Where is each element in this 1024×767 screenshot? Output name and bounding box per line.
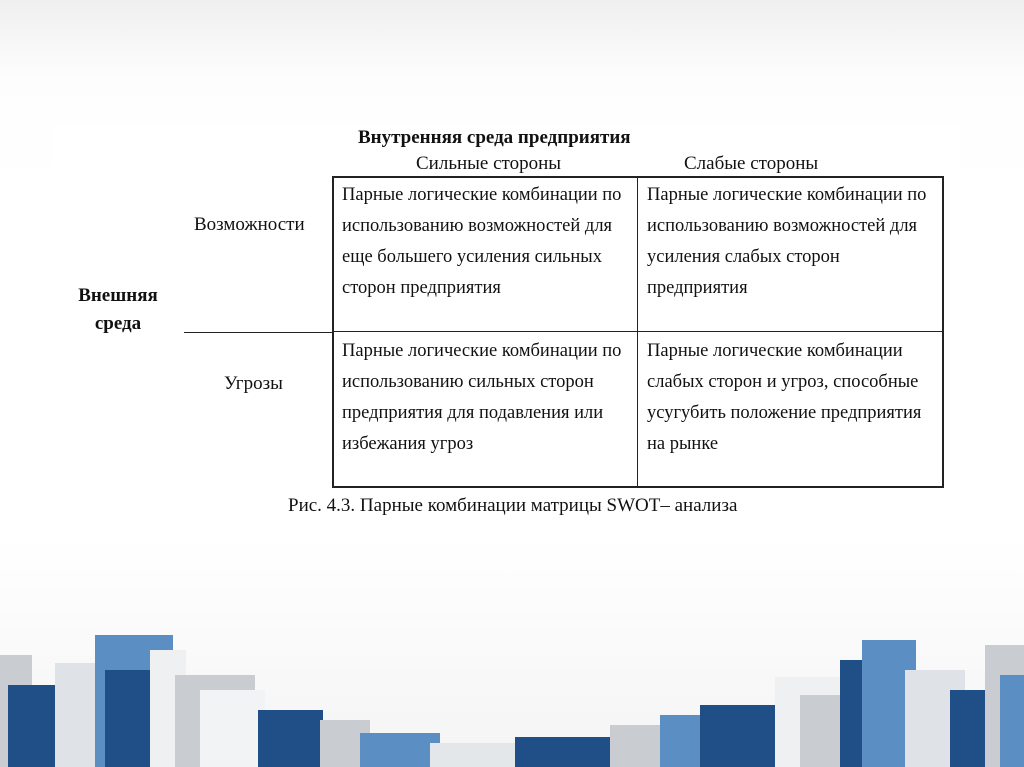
cell-strengths-threats: Парные логические комбинации по использованию сильных сторон предприятия для подавления или избежания угроз: [342, 341, 622, 454]
weaknesses-header: Слабые стороны: [684, 153, 819, 174]
building-block: [430, 743, 520, 767]
row-separator-line: [184, 332, 332, 333]
building-block: [8, 685, 63, 767]
cell-strengths-opportunities: Парные логические комбинации по использованию возможностей для еще большего усиления сильных сторон предприятия: [342, 185, 622, 298]
figure-caption: Рис. 4.3. Парные комбинации матрицы SWOT– анализа: [288, 495, 738, 516]
external-environment-label: Внешняя среда: [78, 285, 158, 334]
swot-figure: [52, 124, 960, 488]
internal-environment-title: Внутренняя среда предприятия: [358, 127, 631, 148]
strengths-header: Сильные стороны: [416, 153, 562, 174]
building-block: [55, 663, 100, 767]
matrix-vertical-divider: [637, 178, 638, 486]
building-block: [515, 737, 615, 767]
opportunities-label: Возможности: [194, 214, 305, 235]
swot-matrix: [332, 176, 944, 488]
building-block: [360, 733, 440, 767]
city-buildings-decoration: [0, 615, 1024, 767]
threats-label: Угрозы: [224, 373, 283, 394]
building-block: [660, 715, 705, 767]
building-block: [258, 710, 323, 767]
matrix-horizontal-divider: [334, 331, 942, 332]
cell-weaknesses-opportunities: Парные логические комбинации по использованию возможностей для усиления слабых сторон предприятия: [647, 185, 927, 298]
cell-weaknesses-threats: Парные логические комбинации слабых сторон и угроз, способные усугубить положение предприятия на рынке: [647, 341, 922, 454]
building-block: [200, 690, 265, 767]
building-block: [700, 705, 780, 767]
building-block: [1000, 675, 1024, 767]
